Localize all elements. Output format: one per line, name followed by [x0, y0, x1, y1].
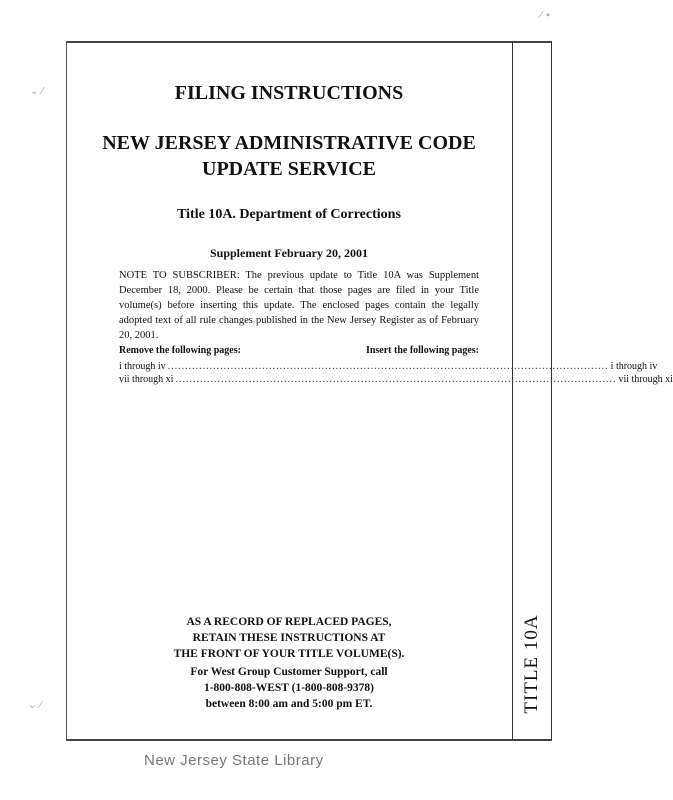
- supplement-date: Supplement February 20, 2001: [209, 246, 368, 260]
- customer-support: [66, 664, 512, 712]
- table-row: [119, 361, 658, 372]
- library-stamp: New Jersey State Library: [144, 752, 324, 769]
- title-tab-label: TITLE 10A: [521, 614, 542, 714]
- tab-divider: [512, 41, 513, 741]
- remove-header: Remove the following pages:: [119, 345, 241, 356]
- code-title: [66, 130, 512, 182]
- pages-table-header: [119, 345, 479, 356]
- insert-pages: vii through xi: [618, 374, 673, 385]
- code-title-line2: UPDATE SERVICE: [202, 158, 376, 180]
- code-title-line1: NEW JERSEY ADMINISTRATIVE CODE: [102, 132, 476, 154]
- scan-mark: ⌄ ⁄: [28, 700, 42, 711]
- remove-pages: vii through xi: [119, 374, 174, 385]
- record-line: THE FRONT OF YOUR TITLE VOLUME(S).: [173, 648, 405, 660]
- remove-pages: i through iv: [119, 361, 166, 372]
- record-line: RETAIN THESE INSTRUCTIONS AT: [192, 632, 386, 644]
- support-hours: between 8:00 am and 5:00 pm ET.: [205, 698, 373, 710]
- insert-header: Insert the following pages:: [365, 345, 479, 356]
- scan-mark: ⁄ ∙: [540, 10, 552, 21]
- support-phone: 1-800-808-WEST (1-800-808-9378): [203, 682, 375, 694]
- support-line: For West Group Customer Support, call: [190, 666, 388, 678]
- table-row: [119, 374, 673, 385]
- leader-dots: ..............................................................................................................................: [167, 361, 609, 372]
- filing-instructions-title: FILING INSTRUCTIONS: [174, 82, 404, 104]
- department-subtitle: Title 10A. Department of Corrections: [177, 207, 401, 222]
- subscriber-note: NOTE TO SUBSCRIBER: The previous update to Title 10A was Supplement December 18, 2000. Please be certain that those pages are filed in your Title volume(s) before inserting this update. The enclosed pages contain the legally adopted text of all rule changes published in the New Jersey Register as of February 20, 2001.: [119, 270, 479, 341]
- scan-mark: ⌄ ⁄: [30, 86, 44, 97]
- insert-pages: i through iv: [610, 361, 658, 372]
- record-line: AS A RECORD OF REPLACED PAGES,: [186, 616, 392, 628]
- record-instructions: [66, 614, 512, 662]
- leader-dots: ..............................................................................................................................: [175, 374, 617, 385]
- tab-edge: [551, 41, 552, 741]
